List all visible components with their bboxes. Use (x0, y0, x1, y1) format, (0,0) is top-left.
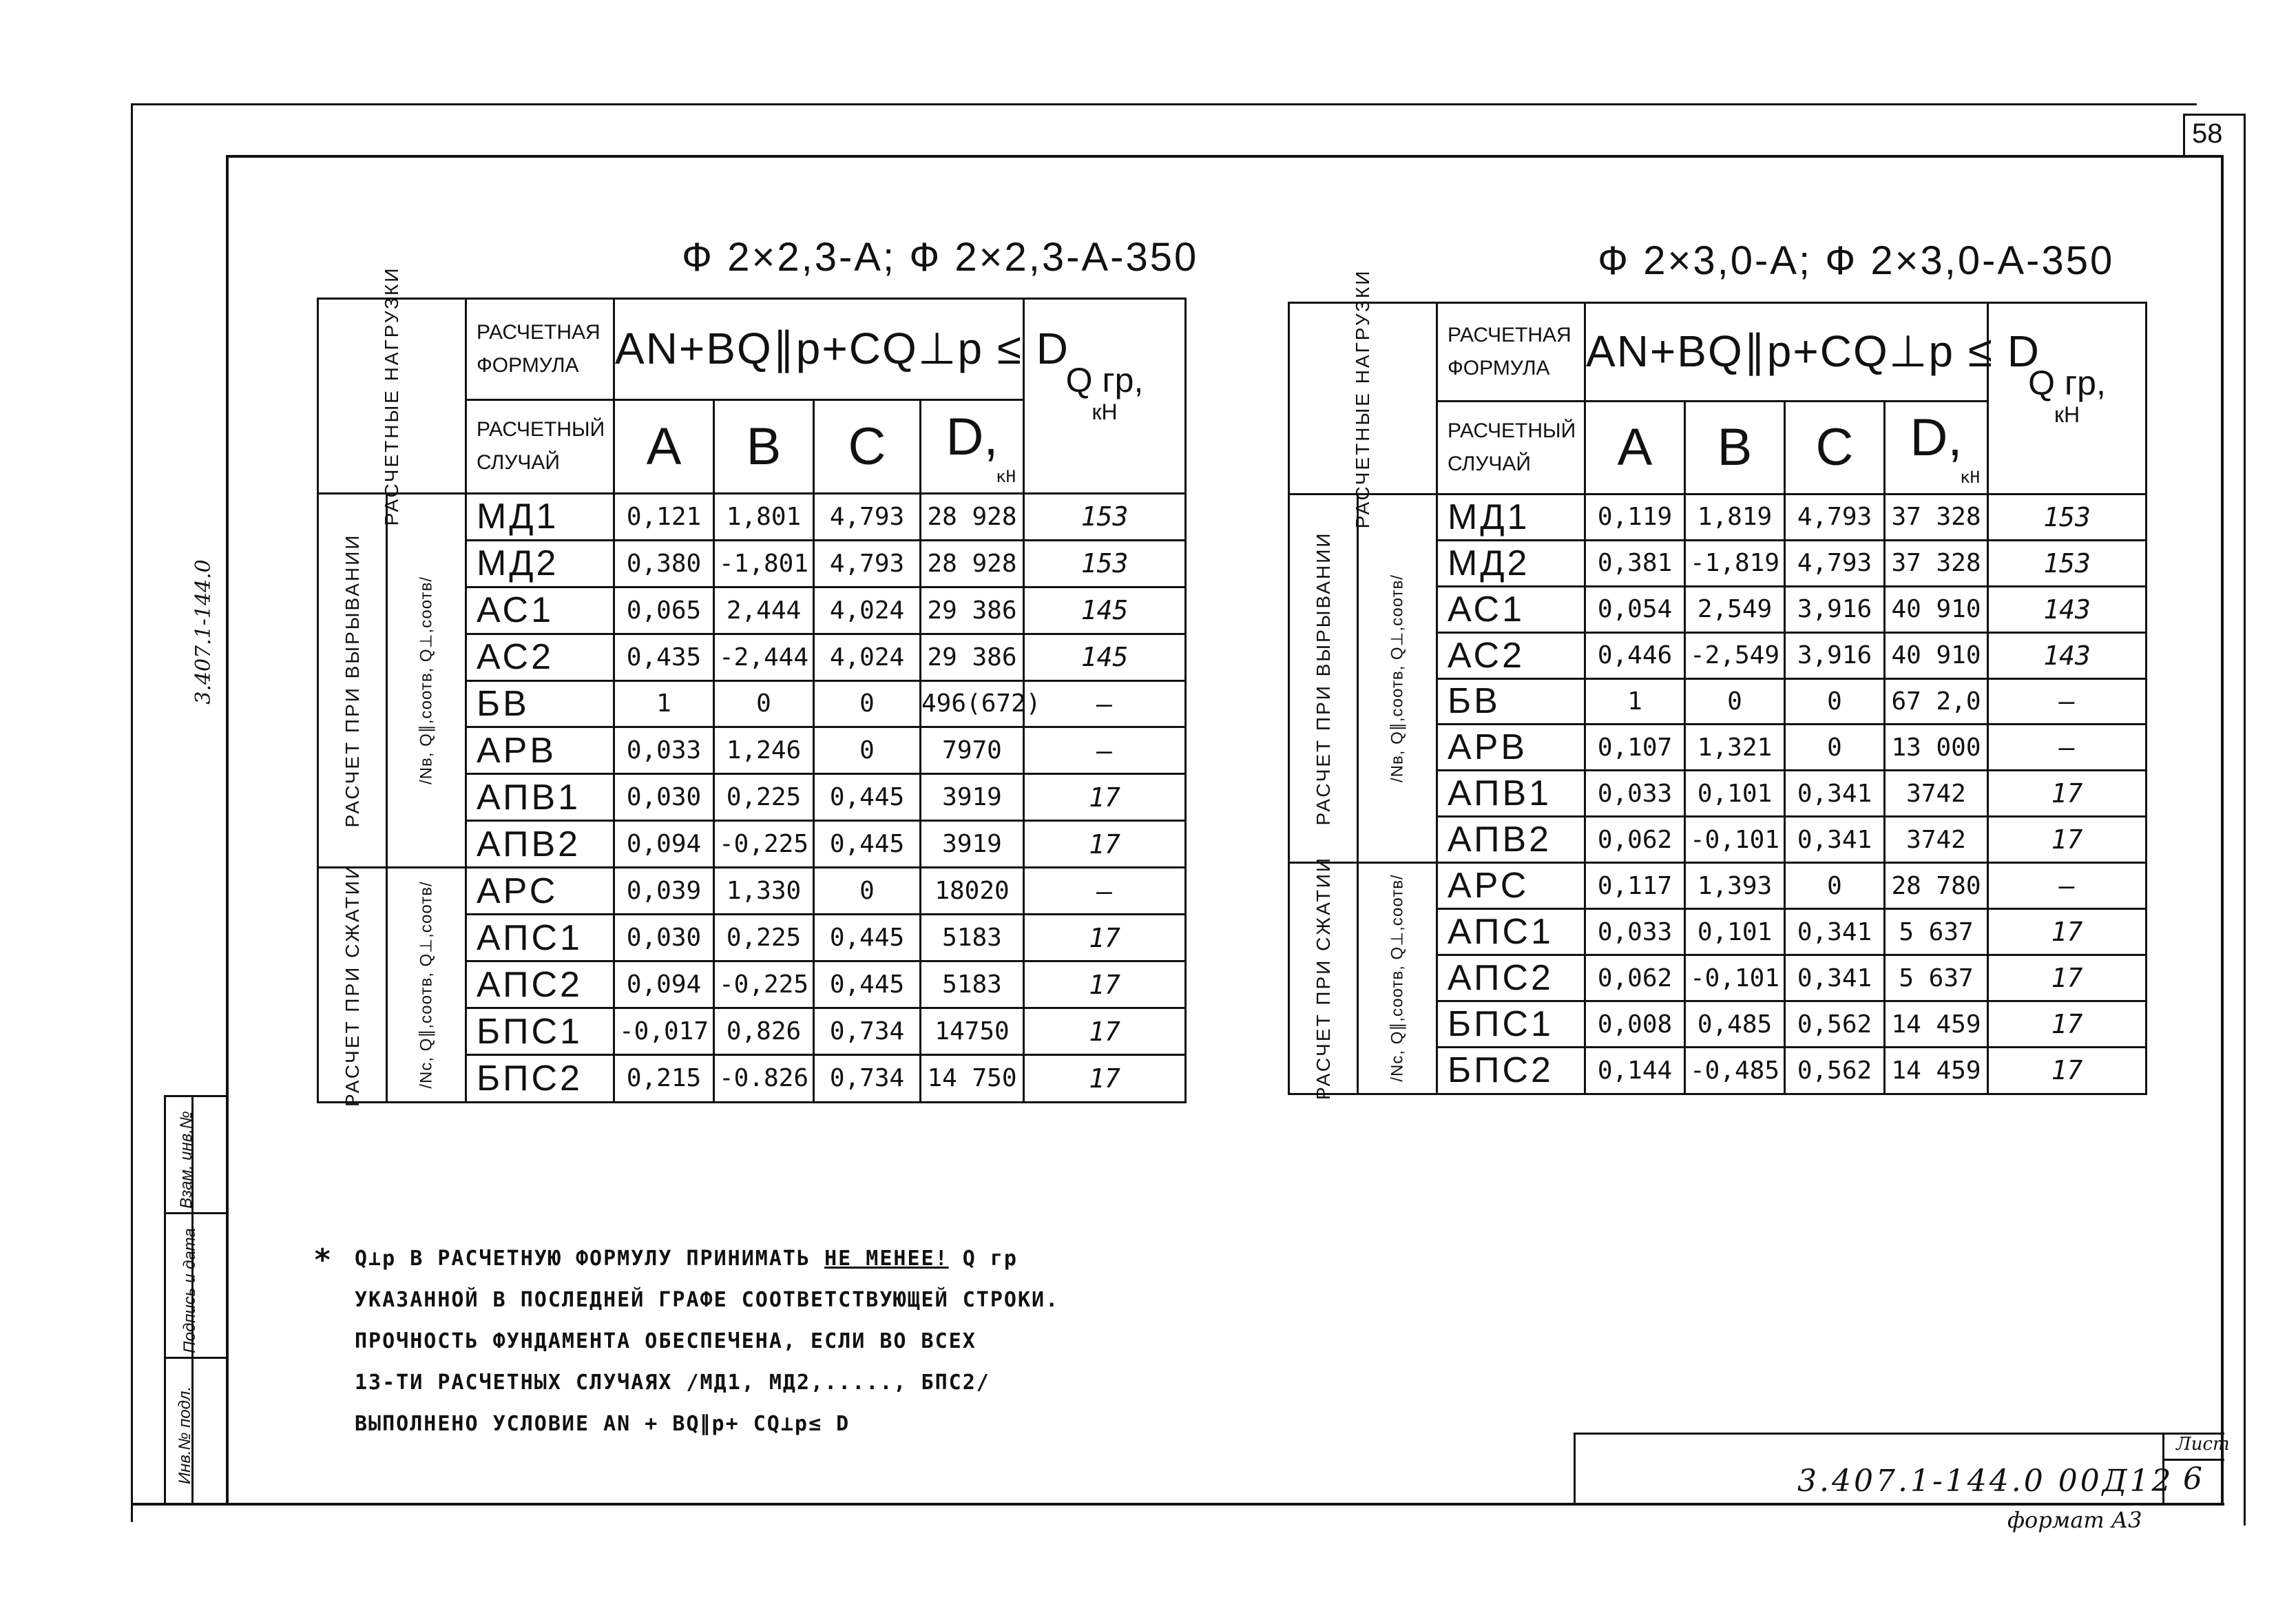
case-cell: БПС2 (466, 1055, 614, 1102)
side-label-inv-replace: Взам. инв.№ (176, 1111, 196, 1209)
value-a: 0,435 (614, 634, 714, 680)
case-cell: АС2 (1437, 632, 1585, 678)
hdr-q-unit: кН (1092, 399, 1118, 424)
value-a: 0,215 (614, 1055, 714, 1102)
value-b: 0,485 (1685, 1001, 1785, 1048)
value-c: 0,341 (1785, 817, 1885, 863)
footnote-line-3: ПРОЧНОСТЬ ФУНДАМЕНТА ОБЕСПЕЧЕНА, ЕСЛИ ВО ВСЕХ (355, 1329, 977, 1353)
value-b: -0,225 (714, 961, 814, 1008)
value-c: 0,734 (814, 1008, 921, 1055)
case-cell: МД2 (1437, 540, 1585, 586)
case-cell: БВ (1437, 678, 1585, 725)
value-q: 17 (1988, 955, 2147, 1001)
value-a: -0,017 (614, 1008, 714, 1055)
value-c: 4,793 (1785, 495, 1885, 541)
group2-sub: /Nс, Q∥,соотв, Q⊥,соотв/ (1388, 874, 1407, 1082)
value-c: 3,916 (1785, 632, 1885, 678)
value-a: 0,381 (1585, 540, 1685, 586)
value-q: 17 (1988, 817, 2147, 863)
value-c: 0,341 (1785, 909, 1885, 955)
value-b: -0,225 (714, 821, 814, 868)
group1-sub: /Nв, Q∥,соотв, Q⊥,соотв/ (1388, 574, 1407, 783)
value-b: -1,801 (714, 540, 814, 587)
value-c: 0,445 (814, 774, 921, 821)
hdr-case-label: РАСЧЕТНЫЙ СЛУЧАЙ (466, 399, 614, 493)
footnote-line-1a: Q⊥р В РАСЧЕТНУЮ ФОРМУЛУ ПРИНИМАТЬ (355, 1247, 825, 1271)
hdr-col-b: B (714, 399, 814, 493)
value-a: 0,054 (1585, 586, 1685, 632)
value-c: 0 (1785, 678, 1885, 725)
hdr-formula-label: РАСЧЕТНАЯ ФОРМУЛА (1437, 303, 1585, 402)
value-a: 0,119 (1585, 495, 1685, 541)
table-row (318, 494, 1186, 541)
value-b: -2,444 (714, 634, 814, 680)
value-c: 0 (814, 727, 921, 774)
value-d: 29 386 (921, 587, 1024, 634)
value-b: 0,101 (1685, 909, 1785, 955)
right-calc-table (1288, 269, 2147, 1101)
hdr-col-d-unit: кН (1960, 468, 1981, 488)
value-d: 3742 (1885, 771, 1988, 817)
left-calc-table (317, 266, 1187, 1107)
hdr-col-c: C (1785, 401, 1885, 495)
value-a: 0,065 (614, 587, 714, 634)
case-cell: МД1 (1437, 495, 1585, 541)
value-d: 28 780 (1885, 863, 1988, 909)
value-c: 0 (1785, 863, 1885, 909)
value-a: 0,030 (614, 915, 714, 961)
case-cell: АПВ1 (1437, 771, 1585, 817)
value-q: 17 (1024, 1008, 1186, 1055)
case-cell: АПС2 (1437, 955, 1585, 1001)
case-cell: БПС1 (1437, 1001, 1585, 1048)
value-q: 153 (1988, 540, 2147, 586)
value-q: 153 (1024, 540, 1186, 587)
hdr-formula: AN+BQ∥р+CQ⊥р ≤ D (1585, 303, 1988, 402)
value-b: 1,819 (1685, 495, 1785, 541)
value-c: 0,445 (814, 915, 921, 961)
group1-label-cell (318, 494, 387, 868)
value-a: 0,094 (614, 821, 714, 868)
value-a: 0,380 (614, 540, 714, 587)
value-d: 7970 (921, 727, 1024, 774)
value-d: 14 459 (1885, 1048, 1988, 1094)
value-d: 5183 (921, 915, 1024, 961)
case-cell: АРС (1437, 863, 1585, 909)
hdr-loads-cell (1289, 269, 1437, 528)
value-a: 1 (1585, 678, 1685, 725)
value-q: — (1024, 727, 1186, 774)
hdr-q-label: Q гр, (2028, 363, 2106, 402)
value-c: 0 (1785, 725, 1885, 771)
value-b: -0,485 (1685, 1048, 1785, 1094)
value-a: 0,033 (614, 727, 714, 774)
value-d: 5 637 (1885, 909, 1988, 955)
value-c: 0 (814, 868, 921, 915)
page-number: 58 (2192, 118, 2223, 149)
hdr-col-d-label: D, (1910, 408, 1963, 468)
value-c: 4,793 (814, 494, 921, 541)
group1-sub: /Nв, Q∥,соотв, Q⊥,соотв/ (417, 576, 436, 785)
table-row (1289, 863, 2147, 909)
side-code: 3.407.1-144.0 (191, 559, 216, 705)
value-c: 0,445 (814, 821, 921, 868)
value-a: 0,062 (1585, 955, 1685, 1001)
value-b: 1,330 (714, 868, 814, 915)
value-q: — (1024, 868, 1186, 915)
hdr-loads-cell (318, 266, 466, 526)
case-cell: АРС (466, 868, 614, 915)
value-d: 5183 (921, 961, 1024, 1008)
hdr-col-a: A (614, 399, 714, 493)
value-a: 0,033 (1585, 909, 1685, 955)
doc-code: 3.407.1-144.0 00Д12 (1797, 1464, 2174, 1499)
value-q: 153 (1988, 495, 2147, 541)
value-d: 18020 (921, 868, 1024, 915)
value-a: 0,039 (614, 868, 714, 915)
value-d: 28 928 (921, 494, 1024, 541)
value-d: 14 750 (921, 1055, 1024, 1102)
value-b: 1,246 (714, 727, 814, 774)
value-q: 17 (1024, 915, 1186, 961)
case-cell: АПС1 (466, 915, 614, 961)
value-b: 0,225 (714, 915, 814, 961)
value-q: 17 (1024, 774, 1186, 821)
hdr-col-a: A (1585, 401, 1685, 495)
group1-label: РАСЧЕТ ПРИ ВЫРЫВАНИИ (1312, 531, 1334, 826)
case-cell: АС1 (466, 587, 614, 634)
footnote-line-5: ВЫПОЛНЕНО УСЛОВИЕ AN + BQ∥р+ CQ⊥р≤ D (355, 1412, 850, 1436)
hdr-loads-label: РАСЧЕТНЫЕ НАГРУЗКИ (381, 266, 402, 526)
hdr-col-b: B (1685, 401, 1785, 495)
value-a: 0,008 (1585, 1001, 1685, 1048)
group2-label: РАСЧЕТ ПРИ СЖАТИИ (1312, 856, 1334, 1101)
case-cell: БПС1 (466, 1008, 614, 1055)
value-d: 40 910 (1885, 632, 1988, 678)
case-cell: АС1 (1437, 586, 1585, 632)
value-d: 67 2,0 (1885, 678, 1988, 725)
case-cell: АПВ2 (466, 821, 614, 868)
hdr-loads-label: РАСЧЕТНЫЕ НАГРУЗКИ (1352, 269, 1373, 528)
value-q: 17 (1988, 771, 2147, 817)
group2-sub-cell (1358, 863, 1437, 1094)
value-c: 4,793 (1785, 540, 1885, 586)
case-cell: АПС2 (466, 961, 614, 1008)
case-cell: АПС1 (1437, 909, 1585, 955)
value-d: 3919 (921, 774, 1024, 821)
value-d: 496(672) (921, 680, 1024, 727)
hdr-q-unit: кН (2054, 402, 2080, 427)
format-label: формат А3 (2007, 1507, 2142, 1533)
value-q: — (1988, 725, 2147, 771)
hdr-q-label: Q гр, (1065, 361, 1144, 399)
value-b: -2,549 (1685, 632, 1785, 678)
value-b: 0 (1685, 678, 1785, 725)
value-q: — (1024, 680, 1186, 727)
value-b: -0,101 (1685, 817, 1785, 863)
value-b: 1,801 (714, 494, 814, 541)
value-a: 0,030 (614, 774, 714, 821)
case-cell: АРВ (1437, 725, 1585, 771)
case-cell: АС2 (466, 634, 614, 680)
hdr-col-d (921, 399, 1024, 493)
group2-sub-cell (387, 868, 466, 1103)
value-c: 4,024 (814, 634, 921, 680)
value-q: — (1988, 678, 2147, 725)
value-c: 0,445 (814, 961, 921, 1008)
value-q: 143 (1988, 586, 2147, 632)
case-cell: АРВ (466, 727, 614, 774)
value-a: 0,121 (614, 494, 714, 541)
value-a: 1 (614, 680, 714, 727)
hdr-col-d (1885, 401, 1988, 495)
value-q: 145 (1024, 587, 1186, 634)
table-row (318, 868, 1186, 915)
value-d: 13 000 (1885, 725, 1988, 771)
value-q: — (1988, 863, 2147, 909)
value-a: 0,446 (1585, 632, 1685, 678)
value-d: 37 328 (1885, 540, 1988, 586)
value-a: 0,062 (1585, 817, 1685, 863)
hdr-col-d-unit: кН (996, 466, 1016, 486)
group2-label: РАСЧЕТ ПРИ СЖАТИИ (341, 862, 363, 1107)
value-b: 0 (714, 680, 814, 727)
value-q: 145 (1024, 634, 1186, 680)
left-table-title: Ф 2×2,3-А; Ф 2×2,3-А-350 (682, 235, 1199, 280)
group2-sub: /Nс, Q∥,соотв, Q⊥,соотв/ (417, 881, 436, 1089)
value-d: 28 928 (921, 540, 1024, 587)
value-d: 5 637 (1885, 955, 1988, 1001)
side-label-signature: Подпись и дата (180, 1228, 199, 1353)
hdr-formula: AN+BQ∥р+CQ⊥р ≤ D (614, 299, 1024, 400)
case-cell: БПС2 (1437, 1048, 1585, 1094)
value-d: 3919 (921, 821, 1024, 868)
value-a: 0,144 (1585, 1048, 1685, 1094)
value-b: 1,321 (1685, 725, 1785, 771)
value-q: 17 (1988, 1001, 2147, 1048)
value-q: 17 (1988, 909, 2147, 955)
hdr-case-label: РАСЧЕТНЫЙ СЛУЧАЙ (1437, 401, 1585, 495)
group1-sub-cell (1358, 495, 1437, 863)
value-q: 17 (1024, 1055, 1186, 1102)
value-c: 0,562 (1785, 1048, 1885, 1094)
value-q: 17 (1024, 821, 1186, 868)
value-c: 0,562 (1785, 1001, 1885, 1048)
case-cell: БВ (466, 680, 614, 727)
footnote-line-1 (355, 1247, 1018, 1271)
case-cell: МД2 (466, 540, 614, 587)
footnote-line-4: 13-ТИ РАСЧЕТНЫХ СЛУЧАЯХ /МД1, МД2,....., БПС2/ (355, 1371, 990, 1395)
case-cell: АПВ2 (1437, 817, 1585, 863)
footnote-line-2: УКАЗАННОЙ В ПОСЛЕДНЕЙ ГРАФЕ СООТВЕТСТВУЮЩЕЙ СТРОКИ. (355, 1288, 1060, 1312)
value-d: 40 910 (1885, 586, 1988, 632)
value-c: 3,916 (1785, 586, 1885, 632)
footnote-emphasis: НЕ МЕНЕЕ! (824, 1247, 949, 1271)
group1-sub-cell (387, 494, 466, 868)
value-c: 4,024 (814, 587, 921, 634)
case-cell: МД1 (466, 494, 614, 541)
group1-label: РАСЧЕТ ПРИ ВЫРЫВАНИИ (341, 533, 363, 828)
group2-label-cell (318, 862, 387, 1107)
hdr-col-d-label: D, (946, 407, 999, 466)
value-d: 3742 (1885, 817, 1988, 863)
value-d: 29 386 (921, 634, 1024, 680)
value-c: 4,793 (814, 540, 921, 587)
value-b: 1,393 (1685, 863, 1785, 909)
value-c: 0,341 (1785, 955, 1885, 1001)
hdr-col-c: C (814, 399, 921, 493)
side-label-inv-original: Инв.№ подл. (176, 1386, 195, 1485)
list-number: 6 (2183, 1461, 2202, 1497)
list-label: Лист (2176, 1434, 2230, 1455)
value-b: -0.826 (714, 1055, 814, 1102)
group2-label-cell (1289, 856, 1358, 1101)
value-d: 14750 (921, 1008, 1024, 1055)
value-c: 0 (814, 680, 921, 727)
value-d: 37 328 (1885, 495, 1988, 541)
value-c: 0,341 (1785, 771, 1885, 817)
value-q: 143 (1988, 632, 2147, 678)
value-b: 0,826 (714, 1008, 814, 1055)
value-q: 17 (1988, 1048, 2147, 1094)
value-b: 2,549 (1685, 586, 1785, 632)
value-q: 153 (1024, 494, 1186, 541)
value-q: 17 (1024, 961, 1186, 1008)
right-table-title: Ф 2×3,0-А; Ф 2×3,0-А-350 (1598, 238, 2115, 283)
value-a: 0,033 (1585, 771, 1685, 817)
case-cell: АПВ1 (466, 774, 614, 821)
value-b: 2,444 (714, 587, 814, 634)
value-a: 0,117 (1585, 863, 1685, 909)
table-row (1289, 495, 2147, 541)
value-d: 14 459 (1885, 1001, 1988, 1048)
footnote-star: * (313, 1242, 333, 1278)
value-b: -0,101 (1685, 955, 1785, 1001)
value-a: 0,094 (614, 961, 714, 1008)
value-b: -1,819 (1685, 540, 1785, 586)
value-c: 0,734 (814, 1055, 921, 1102)
value-b: 0,225 (714, 774, 814, 821)
footnote-line-1c: Q гр (948, 1247, 1018, 1271)
hdr-formula-label: РАСЧЕТНАЯ ФОРМУЛА (466, 299, 614, 400)
group1-label-cell (1289, 495, 1358, 863)
value-a: 0,107 (1585, 725, 1685, 771)
value-b: 0,101 (1685, 771, 1785, 817)
